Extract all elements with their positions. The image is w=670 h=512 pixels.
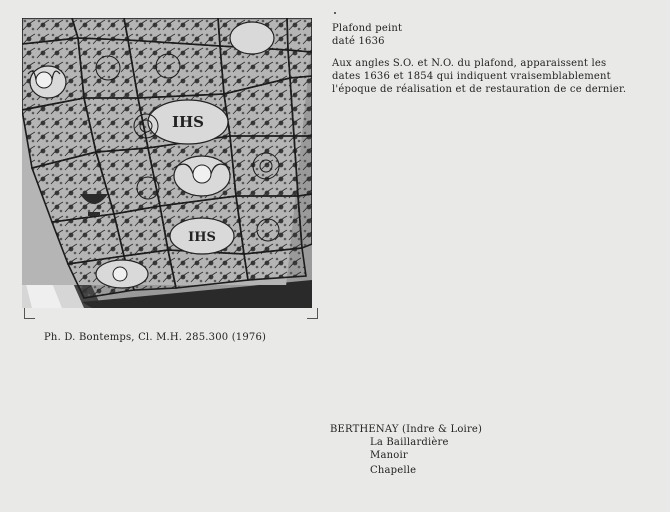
ihs-inscription-lower: IHS xyxy=(188,230,216,245)
description-line: l'époque de réalisation et de restauration de ce dernier. xyxy=(332,84,627,95)
description-line: dates 1636 et 1854 qui indiquent vraisemblablement xyxy=(332,71,611,82)
caption-date: daté 1636 xyxy=(332,36,385,47)
ceiling-illustration xyxy=(22,18,312,308)
crop-mark-right xyxy=(307,308,318,319)
bullet-dot xyxy=(334,12,336,14)
location-edifice: Manoir xyxy=(370,450,408,461)
description xyxy=(332,58,626,97)
ihs-inscription-upper: IHS xyxy=(171,113,205,131)
photo-credit: Ph. D. Bontemps, Cl. M.H. 285.300 (1976) xyxy=(44,332,267,343)
caption-title: Plafond peint xyxy=(332,23,403,34)
painted-ceiling-photo xyxy=(22,18,312,308)
description-line: Aux angles S.O. et N.O. du plafond, apparaissent les xyxy=(332,58,607,69)
location-partie: Chapelle xyxy=(370,465,417,476)
location-commune: BERTHENAY (Indre & Loire) xyxy=(330,424,483,435)
location-lieu: La Baillardière xyxy=(370,437,449,448)
crop-mark-left xyxy=(24,308,35,319)
